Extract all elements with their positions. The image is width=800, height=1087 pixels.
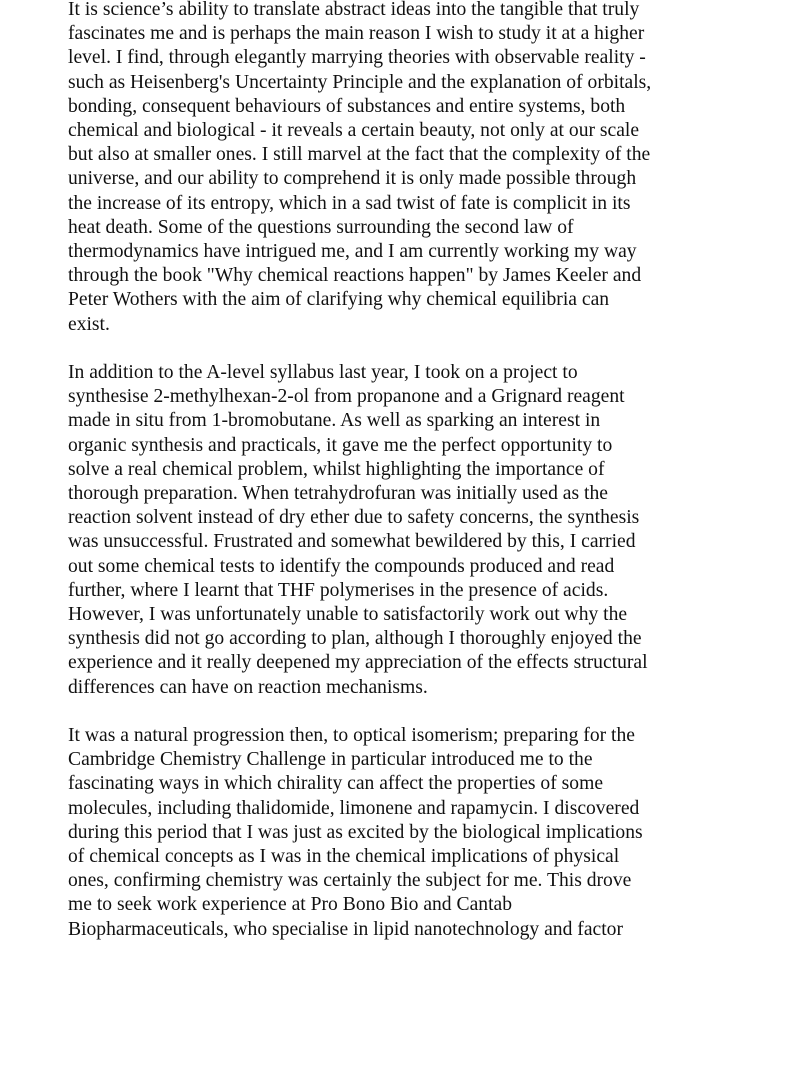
- text-line: but also at smaller ones. I still marvel at the fact that the complexity of the: [68, 144, 651, 166]
- text-line: of chemical concepts as I was in the chemical implications of physical: [68, 846, 620, 868]
- text-line: fascinates me and is perhaps the main reason I wish to study it at a higher: [68, 23, 645, 45]
- text-line: thorough preparation. When tetrahydrofuran was initially used as the: [68, 483, 608, 505]
- text-line: bonding, consequent behaviours of substances and entire systems, both: [68, 95, 626, 117]
- text-line: fascinating ways in which chirality can affect the properties of some: [68, 773, 604, 795]
- text-line: Cambridge Chemistry Challenge in particular introduced me to the: [68, 749, 593, 771]
- text-line: ones, confirming chemistry was certainly the subject for me. This drove: [68, 870, 632, 892]
- text-line: during this period that I was just as excited by the biological implications: [68, 821, 643, 843]
- text-line: thermodynamics have intrigued me, and I am currently working my way: [68, 241, 637, 263]
- paragraph-1: [68, 0, 798, 337]
- text-line: out some chemical tests to identify the compounds produced and read: [68, 555, 615, 577]
- text-line: differences can have on reaction mechanisms.: [68, 676, 428, 698]
- text-line: organic synthesis and practicals, it gave me the perfect opportunity to: [68, 434, 613, 456]
- text-line: molecules, including thalidomide, limonene and rapamycin. I discovered: [68, 797, 640, 819]
- text-line: In addition to the A-level syllabus last year, I took on a project to: [68, 362, 578, 384]
- text-line: made in situ from 1-bromobutane. As well as sparking an interest in: [68, 410, 601, 432]
- text-line: was unsuccessful. Frustrated and somewhat bewildered by this, I carried: [68, 531, 636, 553]
- text-line: experience and it really deepened my appreciation of the effects structural: [68, 652, 648, 674]
- text-line: heat death. Some of the questions surrounding the second law of: [68, 216, 574, 238]
- text-line: solve a real chemical problem, whilst highlighting the importance of: [68, 458, 605, 480]
- text-line: further, where I learnt that THF polymerises in the presence of acids.: [68, 579, 609, 601]
- text-line: through the book "Why chemical reactions happen" by James Keeler and: [68, 265, 642, 287]
- text-line: such as Heisenberg's Uncertainty Principle and the explanation of orbitals,: [68, 71, 652, 93]
- text-line: the increase of its entropy, which in a sad twist of fate is complicit in its: [68, 192, 631, 214]
- text-line: me to seek work experience at Pro Bono Bio and Cantab: [68, 894, 513, 916]
- text-line: Peter Wothers with the aim of clarifying why chemical equilibria can: [68, 289, 610, 311]
- text-line: synthesise 2-methylhexan-2-ol from propanone and a Grignard reagent: [68, 386, 625, 408]
- paragraph-3: [68, 724, 798, 942]
- text-line: Biopharmaceuticals, who specialise in lipid nanotechnology and factor: [68, 918, 623, 940]
- text-line: It was a natural progression then, to optical isomerism; preparing for the: [68, 725, 635, 747]
- text-line: It is science’s ability to translate abstract ideas into the tangible that truly: [68, 0, 640, 20]
- text-line: However, I was unfortunately unable to satisfactorily work out why the: [68, 604, 628, 626]
- text-line: universe, and our ability to comprehend it is only made possible through: [68, 168, 637, 190]
- text-line: synthesis did not go according to plan, although I thoroughly enjoyed the: [68, 628, 642, 650]
- document-page: [68, 0, 798, 966]
- paragraph-2: [68, 361, 798, 700]
- text-line: exist.: [68, 313, 110, 335]
- text-line: chemical and biological - it reveals a certain beauty, not only at our scale: [68, 120, 640, 142]
- text-line: level. I find, through elegantly marrying theories with observable reality -: [68, 47, 646, 69]
- text-line: reaction solvent instead of dry ether due to safety concerns, the synthesis: [68, 507, 640, 529]
